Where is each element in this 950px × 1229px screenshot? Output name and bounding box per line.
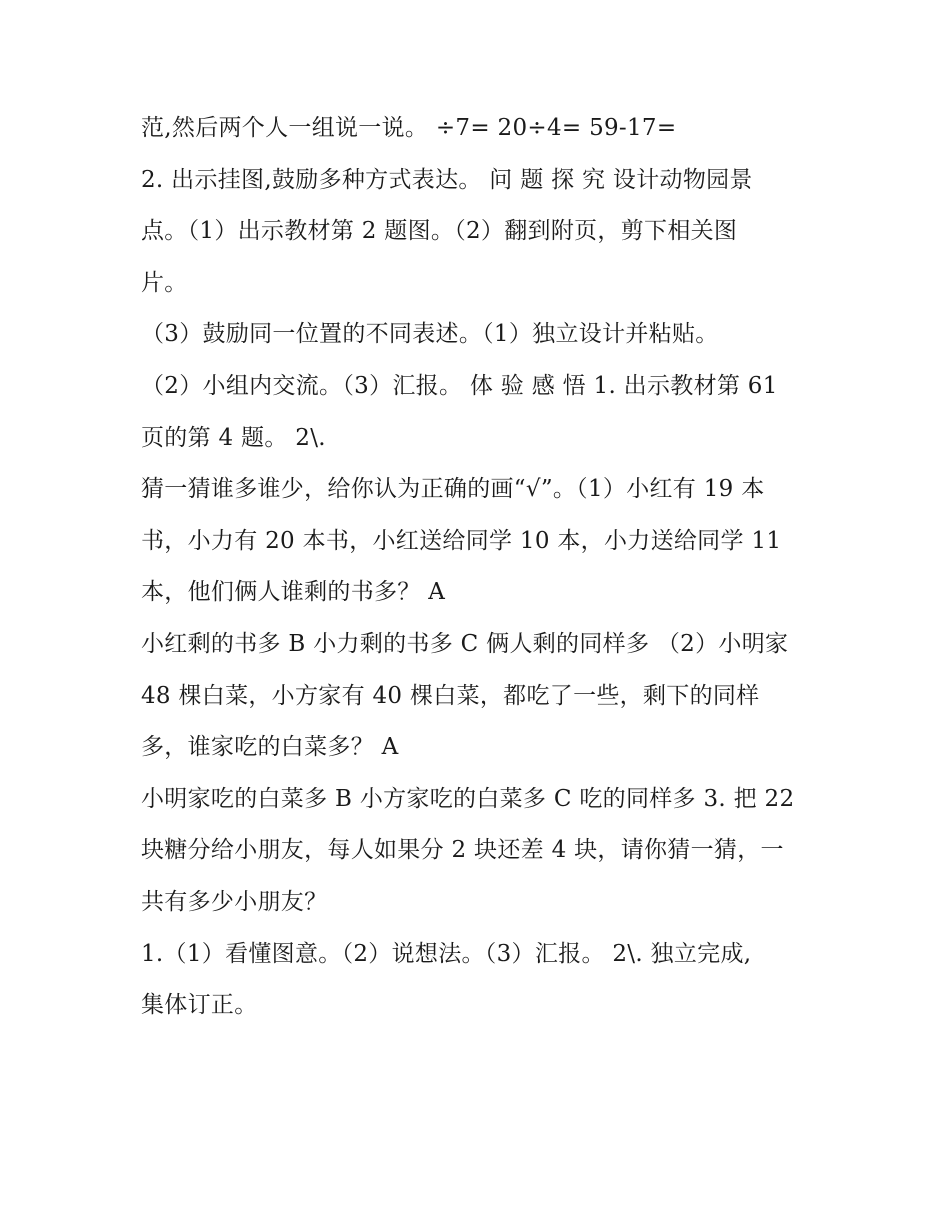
text-line: 小红剩的书多 B 小力剩的书多 C 俩人剩的同样多 （2）小明家: [141, 630, 789, 657]
text-line: 小明家吃的白菜多 B 小方家吃的白菜多 C 吃的同样多 3. 把 22: [141, 785, 795, 812]
text-line: （3）鼓励同一位置的不同表述。（1）独立设计并粘贴。: [141, 321, 719, 348]
document-body: [141, 103, 821, 1032]
text-line: 本，他们俩人谁剩的书多？ A: [141, 579, 446, 606]
text-line: 页的第 4 题。 2\.: [141, 424, 326, 451]
text-line: 1.（1）看懂图意。（2）说想法。（3）汇报。 2\. 独立完成,: [141, 940, 752, 967]
text-line: 2. 出示挂图,鼓励多种方式表达。 问 题 探 究 设计动物园景: [141, 166, 753, 193]
text-line: 块糖分给小朋友，每人如果分 2 块还差 4 块，请你猜一猜，一: [141, 837, 784, 864]
text-line: 集体订正。: [141, 992, 258, 1019]
text-line: 48 棵白菜，小方家有 40 棵白菜，都吃了一些，剩下的同样: [141, 682, 760, 709]
text-line: 范,然后两个人一组说一说。 ÷7= 20÷4= 59-17=: [141, 115, 677, 141]
text-line: 片。: [141, 269, 188, 296]
text-line: 点。（1）出示教材第 2 题图。（2）翻到附页，剪下相关图: [141, 218, 738, 245]
text-line: 书，小力有 20 本书，小红送给同学 10 本，小力送给同学 11: [141, 527, 782, 554]
text-line: 共有多少小朋友？: [141, 888, 328, 915]
text-line: 多，谁家吃的白菜多？ A: [141, 734, 399, 761]
text-line: （2）小组内交流。（3）汇报。 体 验 感 悟 1. 出示教材第 61: [141, 372, 778, 399]
text-line: 猜一猜谁多谁少，给你认为正确的画“√”。（1）小红有 19 本: [141, 476, 765, 503]
